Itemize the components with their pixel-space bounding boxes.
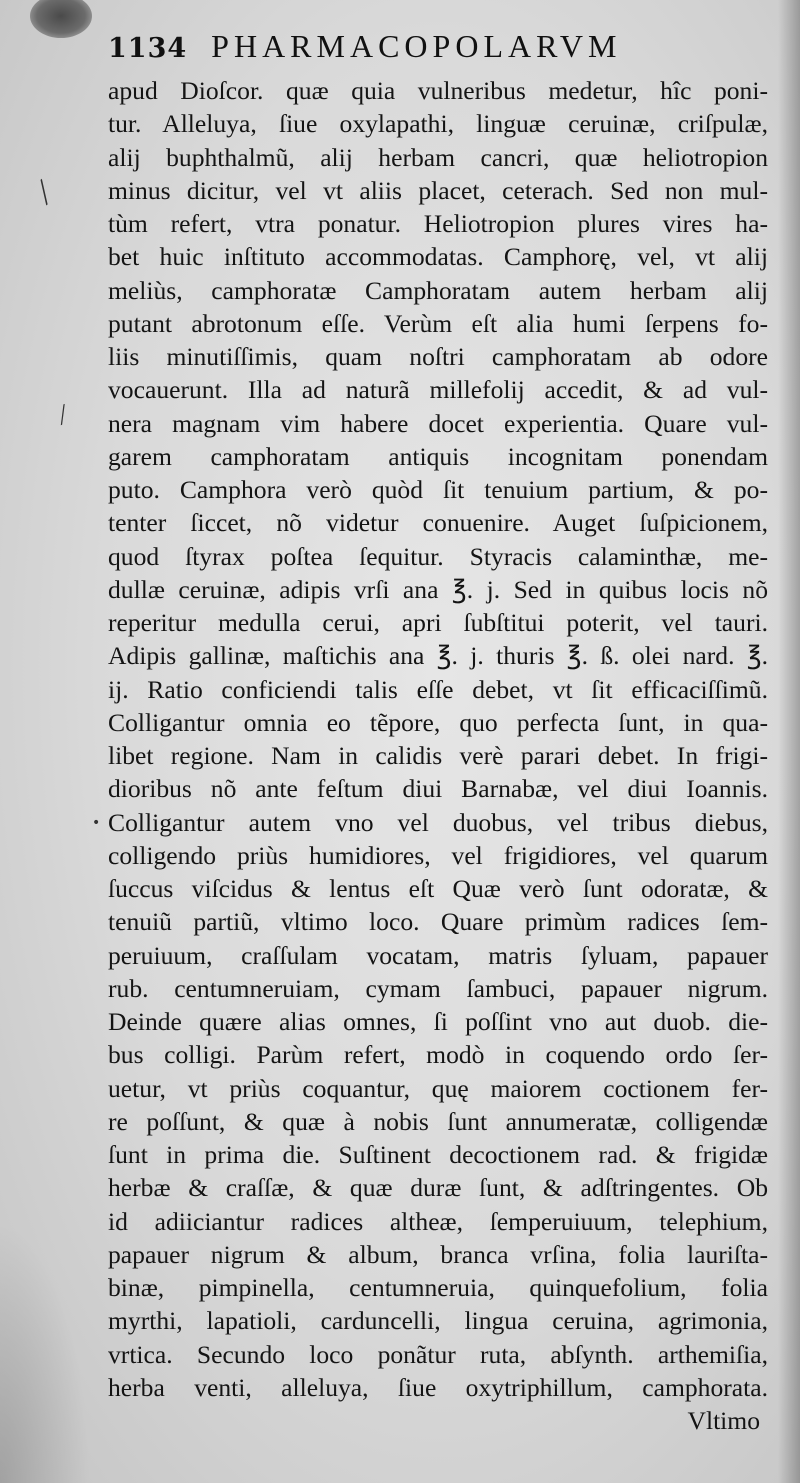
text-line: vocauerunt. Illa ad naturã millefolij accedit, & ad vul- xyxy=(108,375,768,405)
text-line: ſuccus viſcidus & lentus eſt Quæ verò ſunt odoratæ, & xyxy=(108,874,768,903)
text-line: Colligantur omnia eo tẽpore, quo perfecta ſunt, in qua- xyxy=(108,707,768,737)
text-line: Adipis gallinæ, maſtichis ana ℥. j. thuris ℥. ß. olei nard. ℥. xyxy=(108,641,768,671)
text-line: liis minutiſſimis, quam noſtri camphoratam ab odore xyxy=(108,342,768,371)
catchword: Vltimo xyxy=(687,1406,760,1435)
page-number: 1134 xyxy=(108,33,188,64)
text-line: Colligantur autem vno vel duobus, vel tribus diebus, xyxy=(108,807,768,837)
body-text xyxy=(108,74,768,1404)
text-line: binæ, pimpinella, centumneruia, quinquefolium, folia xyxy=(108,1273,768,1302)
text-line: herba venti, alleluya, ſiue oxytriphillum, camphorata. xyxy=(108,1372,768,1402)
text-line: dioribus nõ ante feſtum diui Barnabæ, vel diui Ioannis. xyxy=(108,774,768,804)
text-line: garem camphoratam antiquis incognitam ponendam xyxy=(108,441,768,471)
text-line: bus colligi. Parùm refert, modò in coquendo ordo ſer- xyxy=(108,1040,768,1070)
text-line: vrtica. Secundo loco ponãtur ruta, abſynth. arthemiſia, xyxy=(108,1339,768,1369)
text-line: tùm refert, vtra ponatur. Heliotropion plures vires ha- xyxy=(108,209,768,238)
text-line: tenuiũ partiũ, vltimo loco. Quare primùm radices ſem- xyxy=(108,907,768,937)
text-line: minus dicitur, vel vt aliis placet, ceterach. Sed non mul- xyxy=(108,175,768,205)
ink-blot xyxy=(30,0,92,38)
binding-gutter-shadow xyxy=(778,0,800,1483)
text-line: ſunt in prima die. Suſtinent decoctionem rad. & frigidæ xyxy=(108,1140,768,1169)
margin-tick-mark: ╱ xyxy=(31,178,57,206)
text-line: puto. Camphora verò quòd ſit tenuium partium, & po- xyxy=(108,475,768,504)
text-line: libet regione. Nam in calidis verè parari debet. In frigi- xyxy=(108,741,768,770)
margin-tick-mark: ╱ xyxy=(55,403,71,426)
text-line: tur. Alleluya, ſiue oxylapathi, linguæ ceruinæ, criſpulæ, xyxy=(108,109,768,139)
text-line: putant abrotonum eſſe. Verùm eſt alia humi ſerpens fo- xyxy=(108,308,768,338)
text-line: peruiuum, craſſulam vocatam, matris ſyluam, papauer xyxy=(108,940,768,970)
text-line: tenter ſiccet, nõ videtur conuenire. Auget ſuſpicionem, xyxy=(108,508,768,538)
text-line: reperitur medulla cerui, apri ſubſtitui poterit, vel tauri. xyxy=(108,608,768,637)
text-line: dullæ ceruinæ, adipis vrſi ana ℥. j. Sed in quibus locis nõ xyxy=(108,574,768,604)
text-line: rub. centumneruiam, cymam ſambuci, papauer nigrum. xyxy=(108,973,768,1003)
text-line: myrthi, lapatioli, carduncelli, lingua ceruina, agrimonia, xyxy=(108,1306,768,1336)
text-line: herbæ & craſſæ, & quæ duræ ſunt, & adſtringentes. Ob xyxy=(108,1173,768,1203)
text-line: papauer nigrum & album, branca vrſina, folia lauriſta- xyxy=(108,1239,768,1269)
page-header xyxy=(108,28,768,68)
text-line: Deinde quære alias omnes, ſi poſſint vno aut duob. die- xyxy=(108,1007,768,1036)
text-line: nera magnam vim habere docet experientia. Quare vul- xyxy=(108,408,768,438)
text-line: colligendo priùs humidiores, vel frigidiores, vel quarum xyxy=(108,840,768,870)
text-line: quod ſtyrax poſtea ſequitur. Styracis calaminthæ, me- xyxy=(108,541,768,571)
margin-dot-mark: • xyxy=(92,815,101,831)
text-line: alij buphthalmũ, alij herbam cancri, quæ heliotropion xyxy=(108,142,768,172)
text-line: apud Dioſcor. quæ quia vulneribus medetur, hîc poni- xyxy=(108,76,768,105)
running-head: PHARMACOPOLARVM xyxy=(211,28,622,64)
text-line: bet huic inſtituto accommodatas. Camphorę, vel, vt alij xyxy=(108,242,768,272)
text-line: meliùs, camphoratæ Camphoratam autem herbam alij xyxy=(108,275,768,305)
text-line: re poſſunt, & quæ à nobis ſunt annumeratæ, colligendæ xyxy=(108,1106,768,1136)
text-line: ij. Ratio conficiendi talis eſſe debet, vt ſit efficaciſſimũ. xyxy=(108,674,768,704)
text-line: id adiiciantur radices altheæ, ſemperuiuum, telephium, xyxy=(108,1206,768,1236)
page-stain xyxy=(0,1223,90,1483)
text-line: uetur, vt priùs coquantur, quę maiorem coctionem fer- xyxy=(108,1073,768,1103)
